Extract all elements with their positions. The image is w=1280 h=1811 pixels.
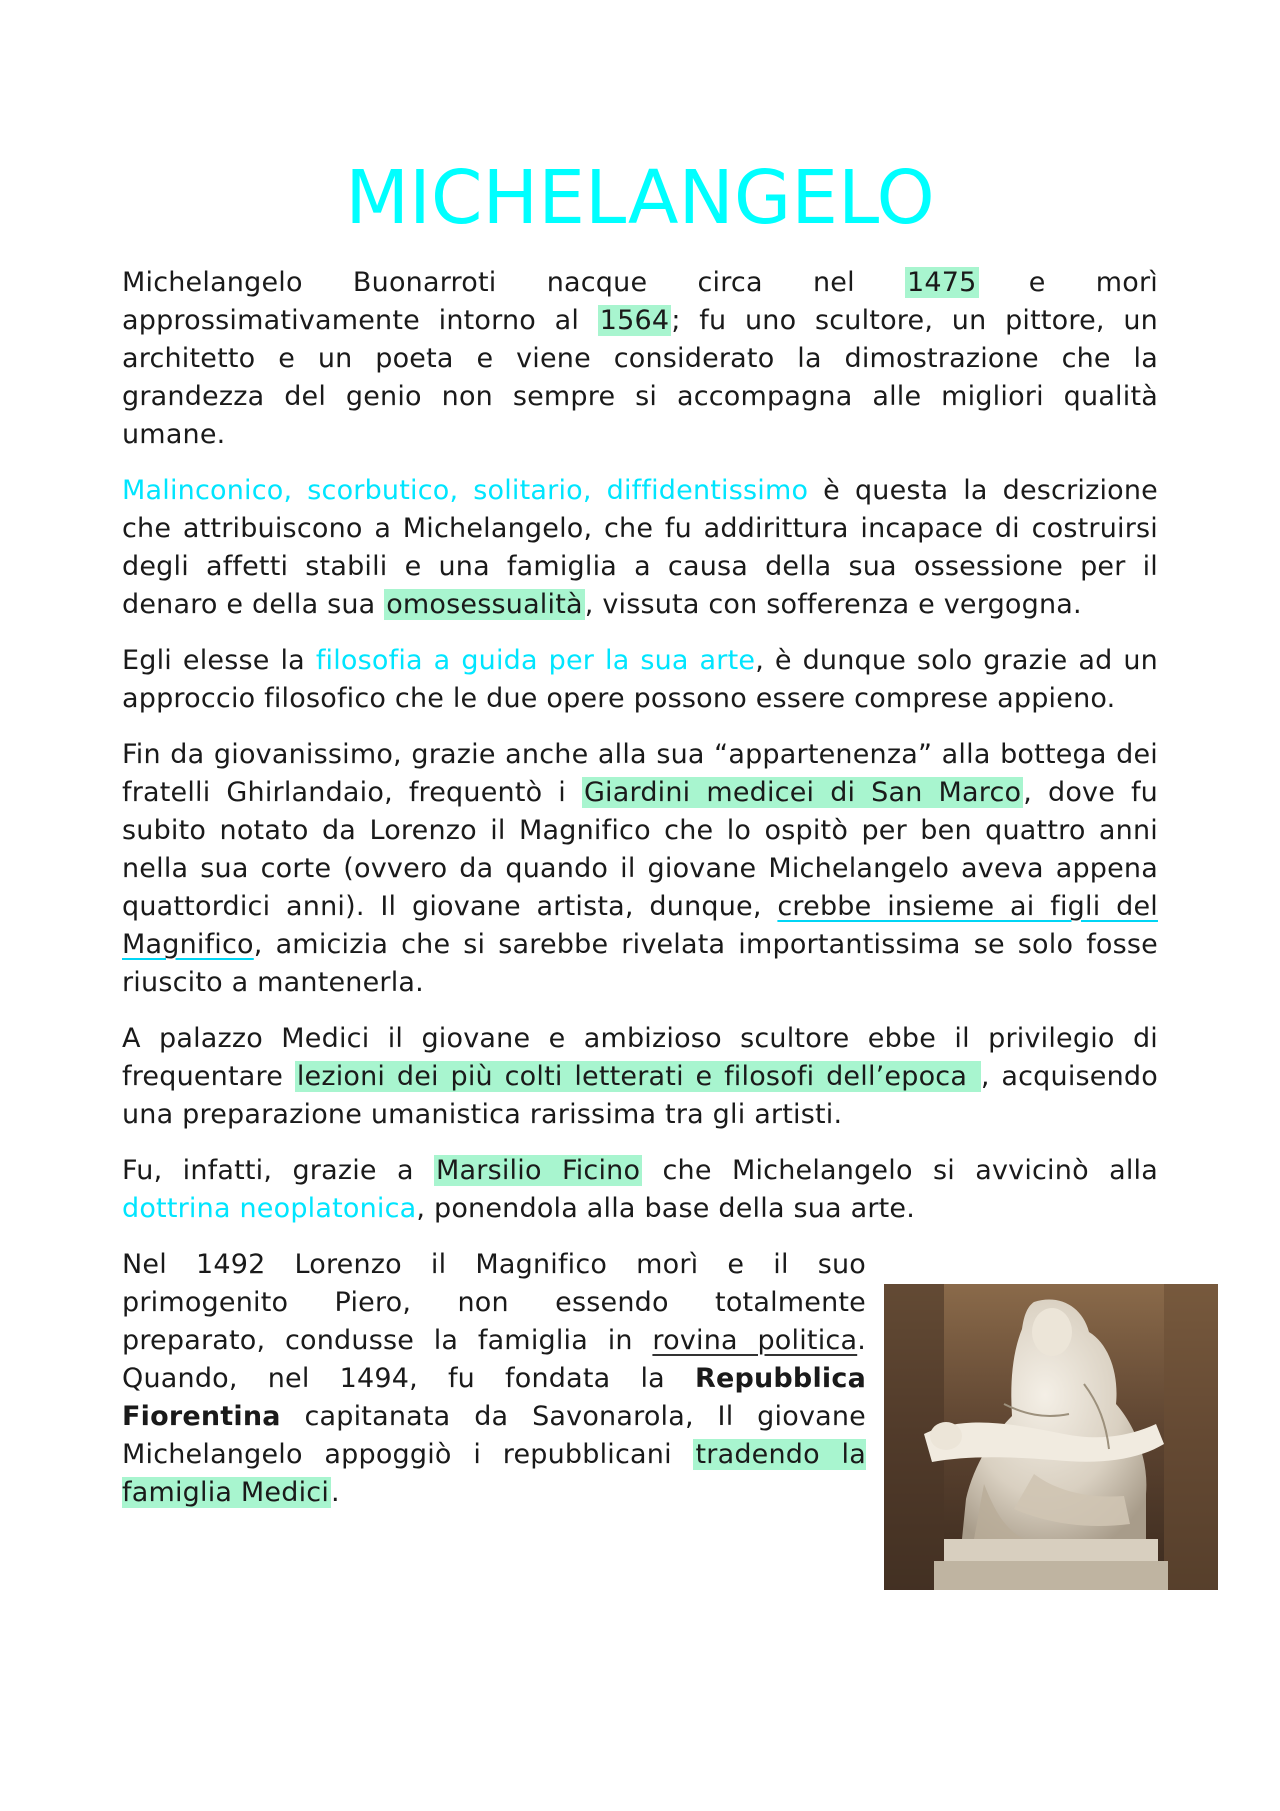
underline-rovina-politica: rovina politica bbox=[652, 1325, 858, 1356]
highlight-marsilio-ficino: Marsilio Ficino bbox=[436, 1155, 641, 1186]
paragraph-ficino bbox=[122, 1152, 1158, 1228]
text-run: , acquisendo una preparazione umanistica rarissima tra gli artisti. bbox=[122, 1061, 1158, 1130]
highlight-giardini-medicei: Giardini medicei di San Marco bbox=[583, 777, 1022, 808]
paragraph-character bbox=[122, 472, 1158, 624]
document-page bbox=[122, 0, 1158, 1811]
text-run: che Michelangelo si avvicinò alla bbox=[642, 1155, 1158, 1186]
text-run: , dove fu subito notato da Lorenzo il Magnifico che lo ospitò per ben quattro anni nella sua corte (ovvero da quando il giovane Michelangelo aveva appena quattordici anni). Il giovane artista, dunque, bbox=[122, 777, 1158, 922]
highlight-lezioni: lezioni dei più colti letterati e filosofi dell’epoca bbox=[296, 1061, 979, 1092]
text-run: Fin da giovanissimo, grazie anche alla sua “appartenenza” alla bottega dei fratelli Ghirlandaio, frequentò i bbox=[122, 739, 1158, 808]
bold-repubblica-fiorentina: Repubblica Fiorentina bbox=[122, 1363, 866, 1432]
paragraph-palazzo-medici bbox=[122, 1020, 1158, 1134]
text-run: , è dunque solo grazie ad un approccio filosofico che le due opere possono essere comprese appieno. bbox=[122, 645, 1158, 714]
text-run: A palazzo Medici il giovane e ambizioso scultore ebbe il privilegio di frequentare bbox=[122, 1023, 1158, 1092]
text-run: , vissuta con sofferenza e vergogna. bbox=[584, 589, 1082, 620]
paragraph-with-image bbox=[122, 1246, 1158, 1512]
text-run: ; fu uno scultore, un pittore, un architetto e un poeta e viene considerato la dimostrazione che la grandezza del genio non sempre si accompagna alle migliori qualità umane. bbox=[122, 305, 1158, 450]
text-run: , ponendola alla base della sua arte. bbox=[416, 1193, 916, 1224]
paragraph-intro bbox=[122, 264, 1158, 454]
text-run: , amicizia che si sarebbe rivelata importantissima se solo fosse riuscito a mantenerla. bbox=[122, 929, 1158, 998]
text-run: e morì approssimativamente intorno al bbox=[122, 267, 1158, 336]
cyan-text-traits: Malinconico, scorbutico, solitario, diffidentissimo bbox=[122, 475, 809, 506]
text-run: Nel 1492 Lorenzo il Magnifico morì e il suo primogenito Piero, non essendo totalmente preparato, condusse la famiglia in bbox=[122, 1249, 866, 1356]
underline-crebbe-insieme: crebbe insieme ai figli del Magnifico bbox=[122, 891, 1158, 960]
pieta-illustration bbox=[884, 1284, 1218, 1590]
text-run: . Quando, nel 1494, fu fondata la bbox=[122, 1325, 866, 1394]
paragraph-philosophy bbox=[122, 642, 1158, 718]
highlight-tradendo-medici: tradendo la famiglia Medici bbox=[122, 1439, 866, 1508]
text-run: . bbox=[331, 1477, 340, 1508]
text-run: Fu, infatti, grazie a bbox=[122, 1155, 435, 1186]
paragraph-youth bbox=[122, 736, 1158, 1002]
text-run: capitanata da Savonarola, Il giovane Michelangelo appoggiò i repubblicani bbox=[122, 1401, 866, 1470]
text-run: Egli elesse la bbox=[122, 645, 316, 676]
document-body bbox=[122, 264, 1158, 1590]
cyan-text-philosophy: filosofia a guida per la sua arte bbox=[315, 645, 756, 676]
highlight-death-year: 1564 bbox=[599, 305, 670, 336]
cyan-text-neoplatonica: dottrina neoplatonica bbox=[122, 1193, 417, 1224]
highlight-birth-year: 1475 bbox=[907, 267, 977, 298]
page-title: MICHELANGELO bbox=[345, 155, 935, 241]
highlight-omosessualita: omosessualità bbox=[386, 589, 583, 620]
text-run: è questa la descrizione che attribuiscono a Michelangelo, che fu addirittura incapace di costruirsi degli affetti stabili e una famiglia a causa della sua ossessione per il denaro e della sua bbox=[122, 475, 1158, 620]
pieta-sculpture-image bbox=[884, 1284, 1218, 1590]
text-run: Michelangelo Buonarroti nacque circa nel bbox=[122, 267, 905, 298]
